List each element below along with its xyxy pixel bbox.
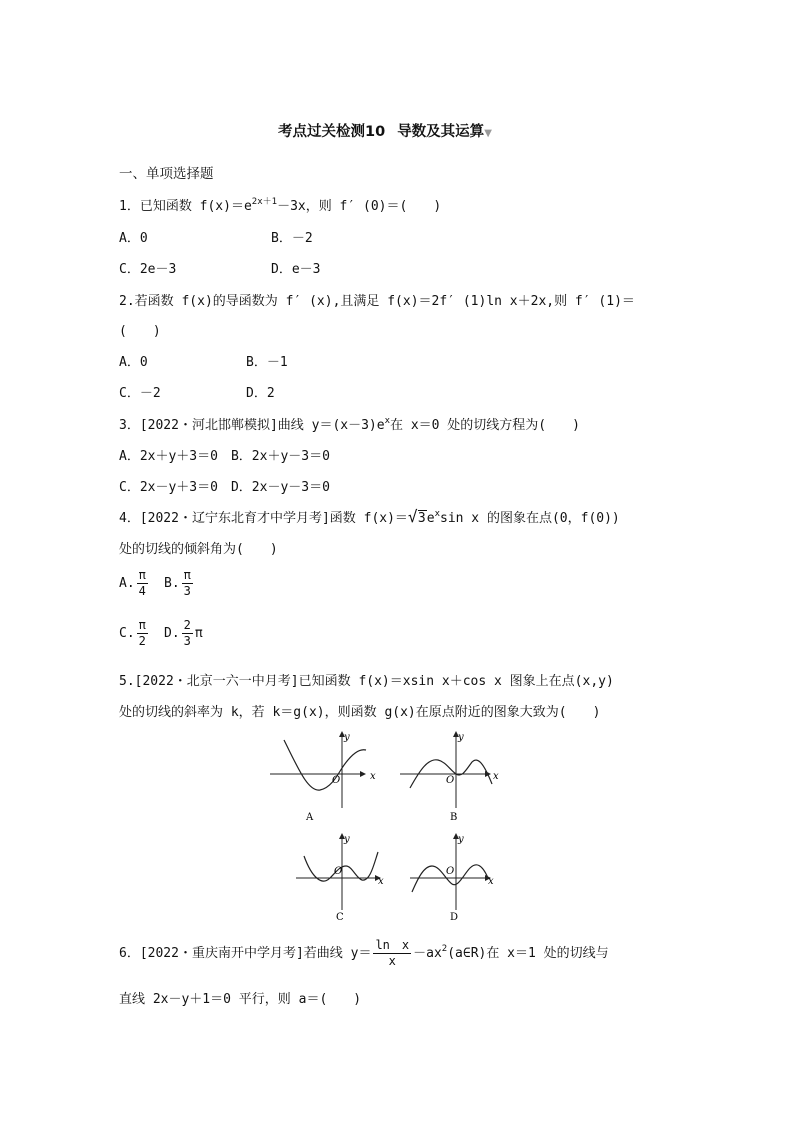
question-4-option-d[interactable]: D. $\frac{2}{3}$ π (164, 618, 203, 648)
y-axis-label: y (344, 732, 350, 743)
question-2-answer-paren: ( ) (119, 324, 161, 339)
x-axis-label: x (370, 771, 376, 782)
origin-label: O (446, 775, 455, 786)
graph-c[interactable] (296, 834, 384, 923)
y-axis-label: y (344, 834, 350, 845)
question-1-stem: 1．已知函数 $f(x)=e^{2x+1}-3x$，则 f′ (0)＝( ) (119, 197, 442, 214)
graph-d[interactable] (410, 834, 494, 923)
x-axis-label: x (488, 876, 494, 887)
sqrt-expression: √ 3 (407, 507, 426, 526)
graph-label: C (336, 912, 344, 923)
question-2-option-d[interactable]: D．2 (246, 386, 275, 401)
question-5-stem: 5.[2022・北京一六一中月考]已知函数 f(x)＝xsin x＋cos x 图象上在点(x,y) (119, 674, 614, 689)
graph-b[interactable] (400, 732, 499, 823)
question-2-option-b[interactable]: B．－1 (246, 355, 288, 370)
question-1-option-b[interactable]: B．－2 (271, 231, 313, 246)
page-title (278, 120, 492, 141)
x-axis-label: x (493, 771, 499, 782)
title-main: 考点过关检测10 (278, 124, 386, 140)
y-axis-label: y (458, 732, 464, 743)
graph-label: A (306, 812, 314, 823)
question-4-option-c[interactable]: C. $\frac{\pi}{2}$ (119, 618, 146, 648)
origin-label: O (332, 775, 341, 786)
graph-label: B (450, 812, 458, 823)
question-1-option-d[interactable]: D．e－3 (271, 262, 321, 277)
fraction-ln-x-over-x: $\frac{\text{ln x}}{x}$ (375, 938, 410, 968)
question-4-stem-line2: 处的切线的倾斜角为( ) (119, 542, 278, 557)
question-2-stem: 2.若函数 f(x)的导函数为 f′ (x),且满足 f(x)＝2f′ (1)ln x＋2x,则 f′ (1)＝ (119, 294, 635, 309)
section-heading: 一、单项选择题 (119, 166, 214, 182)
question-2-option-a[interactable]: A．0 (119, 355, 148, 370)
question-3-options-cd[interactable]: C．2x－y＋3＝0 D．2x－y－3＝0 (119, 480, 330, 495)
y-axis-label: y (458, 834, 464, 845)
origin-label: O (446, 866, 455, 877)
question-1-option-a[interactable]: A．0 (119, 231, 148, 246)
question-2-option-c[interactable]: C．－2 (119, 386, 161, 401)
title-sub: 导数及其运算 (397, 124, 485, 140)
question-4-option-a[interactable]: A. $\frac{\pi}{4}$ (119, 568, 146, 598)
graph-label: D (450, 912, 459, 923)
x-axis-label: x (378, 876, 384, 887)
origin-label: O (334, 866, 343, 877)
question-5-stem-line2: 处的切线的斜率为 k，若 k＝g(x)，则函数 g(x)在原点附近的图象大致为( ) (119, 705, 601, 720)
question-3-stem: 3．[2022・河北邯郸模拟]曲线 $y=(x-3)e^x$在 x＝0 处的切线方程为( ) (119, 416, 580, 433)
graph-a[interactable] (270, 732, 376, 823)
question-1-option-c[interactable]: C．2e－3 (119, 262, 177, 277)
collapse-marker-icon[interactable]: ▼ (484, 128, 492, 139)
curve (284, 740, 366, 790)
graph-options-figure (260, 728, 500, 928)
question-4-stem: 4．[2022・辽宁东北育才中学月考]函数 f(x)＝ √ $3e^x\sin$ x 的图象在点(0，f(0)) (119, 507, 620, 526)
question-3-options-ab[interactable]: A．2x＋y＋3＝0 B．2x＋y－3＝0 (119, 449, 330, 464)
question-6-stem: 6．[2022・重庆南开中学月考]若曲线 y＝ $\frac{\text{ln x}}{x}$ $-ax^2(a\in R)$在 x＝1 处的切线与 (119, 938, 609, 968)
question-4-option-b[interactable]: B. $\frac{\pi}{3}$ (164, 568, 191, 598)
question-6-stem-line2: 直线 2x－y＋1＝0 平行，则 a＝( ) (119, 992, 362, 1007)
